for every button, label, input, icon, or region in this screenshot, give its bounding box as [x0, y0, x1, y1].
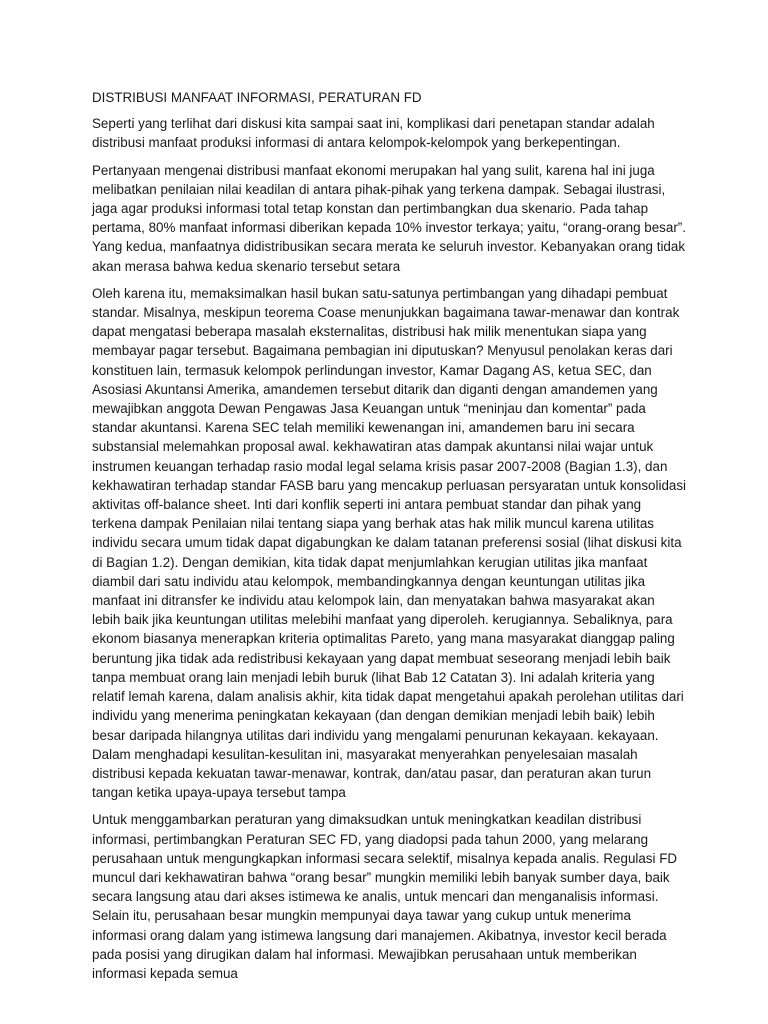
document-title: DISTRIBUSI MANFAAT INFORMASI, PERATURAN FD — [92, 90, 422, 105]
paragraph-intro: Seperti yang terlihat dari diskusi kita sampai saat ini, komplikasi dari penetapan standar adalah distribusi manfaat produksi informasi di antara kelompok-kelompok yang berkepentingan. — [92, 116, 655, 151]
paragraph-maximizing-results: Oleh karena itu, memaksimalkan hasil bukan satu-satunya pertimbangan yang dihadapi pembuat standar. Misalnya, meskipun teorema Coase menunjukkan bagaimana tawar-menawar dan kontrak dapat mengatasi beberapa masalah eksternalitas, distribusi hak milik menentukan siapa yang membayar pagar tersebut. Bagaimana pembagian ini diputuskan? Menyusul penolakan keras dari konstituen lain, termasuk kelompok perlindungan investor, Kamar Dagang AS, ketua SEC, dan Asosiasi Akuntansi Amerika, amandemen tersebut ditarik dan diganti dengan amandemen yang mewajibkan anggota Dewan Pengawas Jasa Keuangan untuk “meninjau dan komentar” pada standar akuntansi. Karena SEC telah memiliki kewenangan ini, amandemen baru ini secara substansial melemahkan proposal awal. kekhawatiran atas dampak akuntansi nilai wajar untuk instrumen keuangan terhadap rasio modal legal selama krisis pasar 2007-2008 (Bagian 1.3), dan kekhawatiran terhadap standar FASB baru yang mencakup perluasan persyaratan untuk konsolidasi aktivitas off-balance sheet. Inti dari konflik seperti ini antara pembuat standar dan pihak yang terkena dampak Penilaian nilai tentang siapa yang berhak atas hak milik muncul karena utilitas individu secara umum tidak dapat digabungkan ke dalam tatanan preferensi sosial (lihat diskusi kita di Bagian 1.2). Dengan demikian, kita tidak dapat menjumlahkan kerugian utilitas jika manfaat diambil dari satu individu atau kelompok, membandingkannya dengan keuntungan utilitas jika manfaat ini ditransfer ke individu atau kelompok lain, dan menyatakan bahwa masyarakat akan lebih baik jika keuntungan utilitas melebihi manfaat yang diperoleh. kerugiannya. Sebaliknya, para ekonom biasanya menerapkan kriteria optimalitas Pareto, yang mana masyarakat dianggap paling beruntung jika tidak ada redistribusi kekayaan yang dapat membuat seseorang menjadi lebih baik tanpa membuat orang lain menjadi lebih buruk (lihat Bab 12 Catatan 3). Ini adalah kriteria yang relatif lemah karena, dalam analisis akhir, kita tidak dapat mengetahui apakah perolehan utilitas dari individu yang menerima peningkatan kekayaan (dan dengan demikian menjadi lebih baik) lebih besar daripada hilangnya utilitas dari individu yang mengalami penurunan kekayaan. kekayaan. Dalam menghadapi kesulitan-kesulitan ini, masyarakat menyerahkan penyelesaian masalah distribusi kepada kekuatan tawar-menawar, kontrak, dan/atau pasar, dan peraturan akan turun tangan ketika upaya-upaya tersebut tampa — [92, 285, 687, 801]
document-page — [92, 88, 686, 991]
paragraph-regulation-fd: Untuk menggambarkan peraturan yang dimaksudkan untuk meningkatkan keadilan distribusi informasi, pertimbangkan Peraturan SEC FD, yang diadopsi pada tahun 2000, yang melarang perusahaan untuk mengungkapkan informasi secara selektif, misalnya kepada analis. Regulasi FD muncul dari kekhawatiran bahwa “orang besar” mungkin memiliki lebih banyak sumber daya, baik secara langsung atau dari akses istimewa ke analis, untuk mencari dan menganalisis informasi. Selain itu, perusahaan besar mungkin mempunyai daya tawar yang cukup untuk menerima informasi orang dalam yang istimewa langsung dari manajemen. Akibatnya, investor kecil berada pada posisi yang dirugikan dalam hal informasi. Mewajibkan perusahaan untuk memberikan informasi kepada semua — [92, 812, 678, 981]
paragraph-distribution-question: Pertanyaan mengenai distribusi manfaat ekonomi merupakan hal yang sulit, karena hal ini juga melibatkan penilaian nilai keadilan di antara pihak-pihak yang terkena dampak. Sebagai ilustrasi, jaga agar produksi informasi total tetap konstan dan pertimbangkan dua skenario. Pada tahap pertama, 80% manfaat informasi diberikan kepada 10% investor terkaya; yaitu, “orang-orang besar”. Yang kedua, manfaatnya didistribusikan secara merata ke seluruh investor. Kebanyakan orang tidak akan merasa bahwa kedua skenario tersebut setara — [92, 162, 686, 274]
